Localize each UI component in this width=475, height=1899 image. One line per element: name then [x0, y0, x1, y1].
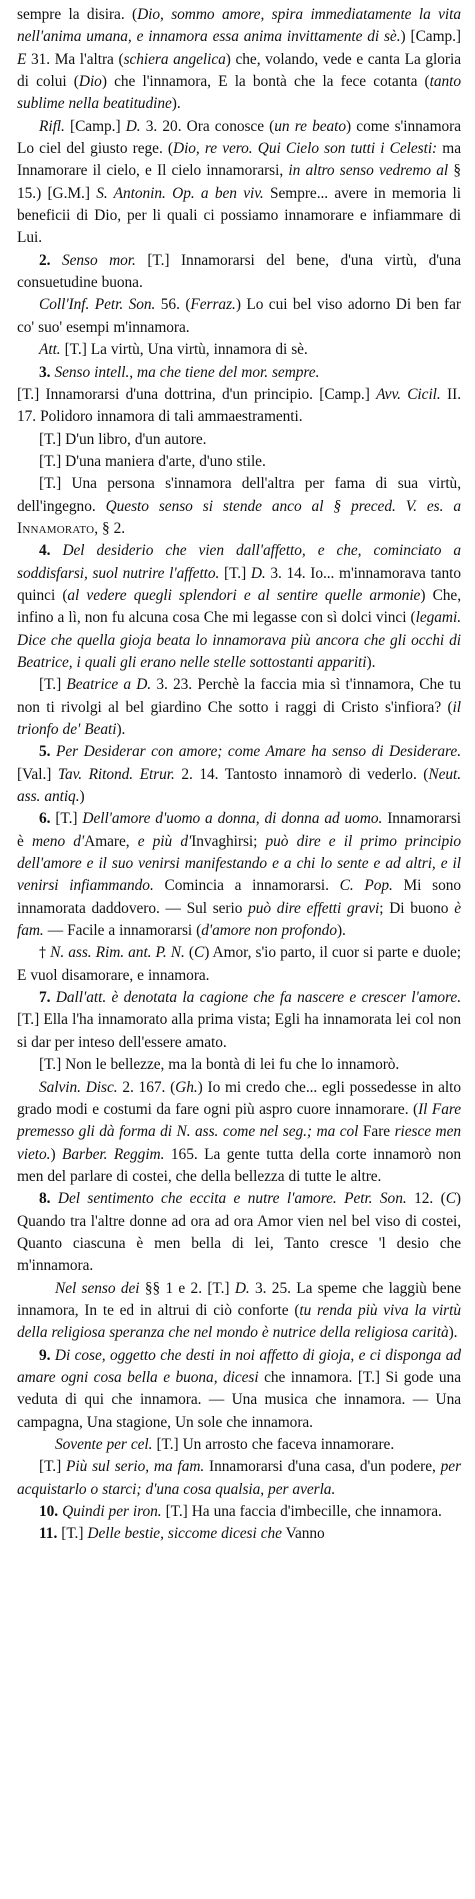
entry-paragraph: 5. Per Desiderar con amore; come Amare ha senso di Desiderare. [Val.] Tav. Ritond. Etrur. 2. 14. Tantosto innamorò di vederlo. (Neut. ass. antiq.) [17, 743, 462, 806]
entry-paragraph: 11. [T.] Delle bestie, siccome dicesi che Vanno [39, 1525, 325, 1543]
entry-paragraph: [T.] Una persona s'innamora dell'altra per fama di sua virtù, dell'ingegno. Questo senso si stende anco al § preced. V. es. a Innamorato, § 2. [17, 475, 461, 537]
entry-paragraph: [T.] D'una maniera d'arte, d'uno stile. [39, 452, 266, 470]
entry-paragraph: 6. [T.] Dell'amore d'uomo a donna, di donna ad uomo. Innamorarsi è meno d'Amare, e più d'Invaghirsi; può dire e il primo principio dell'amore e il suo venirsi manifestando e a chi lo sente e ad altri, e il venirsi infiammando. Comincia a innamorarsi. C. Pop. Mi sono innamorata daddovero. — Sul serio può dire effetti gravi; Di buono è fam. — Facile a innamorarsi (d'amore non profondo). [17, 810, 462, 940]
entry-paragraph: 2. Senso mor. [T.] Innamorarsi del bene, d'una virtù, d'una consuetudine buona. [17, 251, 462, 292]
entry-paragraph: Sovente per cel. [T.] Un arrosto che faceva innamorare. [55, 1436, 395, 1453]
entry-paragraph: 3. Senso intell., ma che tiene del mor. sempre. [39, 363, 320, 381]
entry-paragraph: sempre la disira. (Dio, sommo amore, spira immediatamente la vita nell'anima umana, e innamora essa anima invittamente di sè.) [Camp.] E 31. Ma l'altra (schiera angelica) che, volando, vede e canta La gloria di colui (Dio) che l'innamora, E la bontà che la fece cotanta (tanto sublime nella beatitudine). [17, 6, 462, 113]
entry-paragraph: Rifl. [Camp.] D. 3. 20. Ora conosce (un re beato) come s'innamora Lo ciel del giusto rege. (Dio, re vero. Qui Cielo son tutti i Celesti: ma Innamorare il cielo, e Il cielo innamorarsi, in altro senso vedremo al § 15.) [G.M.] S. Antonin. Op. a ben viv. Sempre... avere in memoria li beneficii di Dio, per li quali ci possiamo innamorare e infiammare di Lui. [17, 117, 461, 247]
entry-paragraph: [T.] Più sul serio, ma fam. Innamorarsi d'una casa, d'un podere, per acquistarlo o starci; d'una cosa qualsia, per averla. [17, 1458, 462, 1498]
entry-paragraph: [T.] Non le bellezze, ma la bontà di lei fu che lo innamorò. [39, 1056, 400, 1074]
entry-paragraph: 10. Quindi per iron. [T.] Ha una faccia d'imbecille, che innamora. [39, 1503, 442, 1521]
entry-paragraph: 7. Dall'att. è denotata la cagione che fa nascere e crescer l'amore. [T.] Ella l'ha innamorato alla prima vista; Egli ha innamorata lei col non si dar per inteso dell'essere amato. [17, 989, 462, 1051]
entry-paragraph: [T.] Beatrice a D. 3. 23. Perchè la faccia mia sì t'innamora, Che tu non ti rivolgi al bel giardino Che sotto i raggi di Cristo s'infiora? (il trionfo de' Beati). [17, 676, 462, 738]
entry-paragraph: Salvin. Disc. 2. 167. (Gh.) Io mi credo che... egli possedesse in alto grado modi e costumi da fare ogni più aspro cuore innamorare. (Il Fare premesso gli dà forma di N. ass. come nel seg.; ma col Fare riesce men vieto.) Barber. Reggim. 165. La gente tutta della corte innamorò non men del parlare di costei, che della bellezza di tutte le altre. [17, 1078, 462, 1185]
entry-paragraph: Coll'Inf. Petr. Son. 56. (Ferraz.) Lo cui bel viso adorno Di ben far co' suo' esempi m'innamora. [17, 296, 461, 336]
entry-paragraph: 9. Di cose, oggetto che desti in noi affetto di gioja, e ci disponga ad amare ogni cosa bella e buona, dicesi che innamora. [T.] Si gode una veduta di qui che innamora. — Una musica che innamora. — Una campagna, Una stagione, Un sole che innamora. [17, 1346, 462, 1431]
entry-paragraph: 8. Del sentimento che eccita e nutre l'amore. Petr. Son. 12. (C) Quando tra l'altre donne ad ora ad ora Amor vien nel bel viso di costei, Quanto ciascuna è men bella di lei, Tanto cresce 'l desio che m'innamora. [17, 1190, 461, 1275]
entry-paragraph: Nel senso dei §§ 1 e 2. [T.] D. 3. 25. La speme che laggiù bene innamora, In te ed in altrui di ciò conforte (tu renda più viva la virtù della religiosa speranza che nel mondo è nutrice della religiosa carità). [17, 1279, 461, 1342]
entry-paragraph: [T.] D'un libro, d'un autore. [39, 430, 207, 448]
entry-paragraph: † N. ass. Rim. ant. P. N. (C) Amor, s'io parto, il cuor si parte e duole; E vuol disamorare, e innamora. [17, 944, 462, 984]
entry-paragraph: Att. [T.] La virtù, Una virtù, innamora di sè. [39, 341, 308, 359]
entry-paragraph: [T.] Innamorarsi d'una dottrina, d'un principio. [Camp.] Avv. Cicil. II. 17. Polidoro innamora di tali ammaestramenti. [17, 385, 461, 426]
entry-paragraph: 4. Del desiderio che vien dall'affetto, e che, cominciato a soddisfarsi, suol nutrire l'affetto. [T.] D. 3. 14. Io... m'innamorava tanto quinci (al vedere quegli splendori e al sentire quelle armonie) Che, infino a lì, non fu alcuna cosa Che mi legasse con sì dolci vinci (legami. Dice che quella gioja beata lo innamorava più ancora che gli occhi di Beatrice, i quali gli erano nelle stelle sottostanti appariti). [17, 542, 462, 671]
